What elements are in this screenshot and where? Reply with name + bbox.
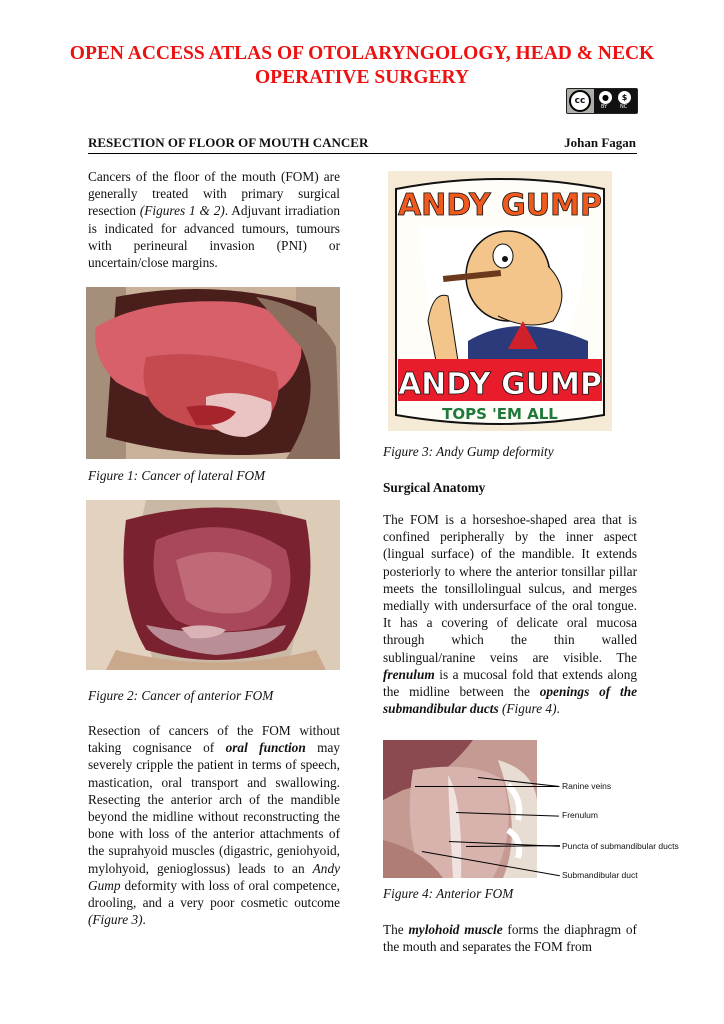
- figure-1-caption: Figure 1: Cancer of lateral FOM: [88, 468, 266, 483]
- attribution-icon: ●: [599, 91, 612, 104]
- header-rule: [88, 153, 637, 154]
- label-puncta: Puncta of submandibular ducts: [562, 841, 679, 851]
- cc-icon: cc: [569, 90, 591, 112]
- figure-2-caption: Figure 2: Cancer of anterior FOM: [88, 688, 274, 703]
- license-strip: [594, 89, 637, 113]
- intro-paragraph: Cancers of the floor of the mouth (FOM) are generally treated with primary surgical resection (Figures 1 & 2). Adjuvant irradiation is indicated for advanced tumours, tumours with perineural invasion (PNI) or uncertain/close margins.: [88, 169, 340, 271]
- author-name: Johan Fagan: [564, 135, 636, 150]
- figure-3-caption: Figure 3: Andy Gump deformity: [383, 444, 554, 459]
- chapter-title: RESECTION OF FLOOR OF MOUTH CANCER: [88, 135, 369, 150]
- resection-paragraph: Resection of cancers of the FOM without taking cognisance of oral function may severely cripple the patient in terms of speech, mastication, oral transport and swallowing. Resecting the anterior arch of the mandible beyond the midline without reconstructing the bone with loss of the anterior attachments of the suprahyoid muscles (digastric, geniohyoid, mylohyoid, genioglossus) leads to an Andy Gump deformity with loss of oral competence, drooling, and a very poor cosmetic outcome (Figure 3).: [88, 723, 341, 928]
- page-title: OPEN ACCESS ATLAS OF OTOLARYNGOLOGY, HEAD & NECK OPERATIVE SURGERY: [69, 43, 655, 88]
- label-submandibular-duct: Submandibular duct: [562, 870, 638, 880]
- figure-3-banner-text: ANDY GUMP: [397, 367, 603, 402]
- figure-4-caption: Figure 4: Anterior FOM: [383, 886, 514, 901]
- figure-2-photo: [86, 500, 340, 670]
- license-nc-label: NC: [620, 104, 628, 110]
- label-ranine-veins: Ranine veins: [562, 781, 612, 791]
- figure-3-illustration: [388, 171, 612, 431]
- cc-license-badge[interactable]: [566, 88, 638, 114]
- mylohyoid-paragraph: The mylohoid muscle forms the diaphragm of the mouth and separates the FOM from: [383, 922, 637, 955]
- license-by-label: BY: [601, 104, 608, 110]
- section-heading: Surgical Anatomy: [383, 480, 486, 495]
- figure-3-top-text: ANDY GUMP: [397, 188, 603, 223]
- figure-3-bottom-text: TOPS 'EM ALL: [442, 405, 558, 423]
- anatomy-paragraph: The FOM is a horseshoe-shaped area that is confined peripherally by the inner aspect (lingual surface) of the mandible. It extends posteriorly to where the anterior tonsillar pillar meets the tonsillolingual sulcus, and merges medially with undersurface of the oral tongue. It has a covering of delicate oral mucosa through which the thin walled sublingual/ranine veins are visible. The frenulum is a mucosal fold that extends along the midline between the openings of the submandibular ducts (Figure 4).: [383, 512, 637, 717]
- figure-1-photo: [86, 287, 340, 459]
- label-frenulum: Frenulum: [562, 810, 598, 820]
- leader-line-1: [415, 786, 559, 787]
- noncommercial-icon: $: [618, 91, 631, 104]
